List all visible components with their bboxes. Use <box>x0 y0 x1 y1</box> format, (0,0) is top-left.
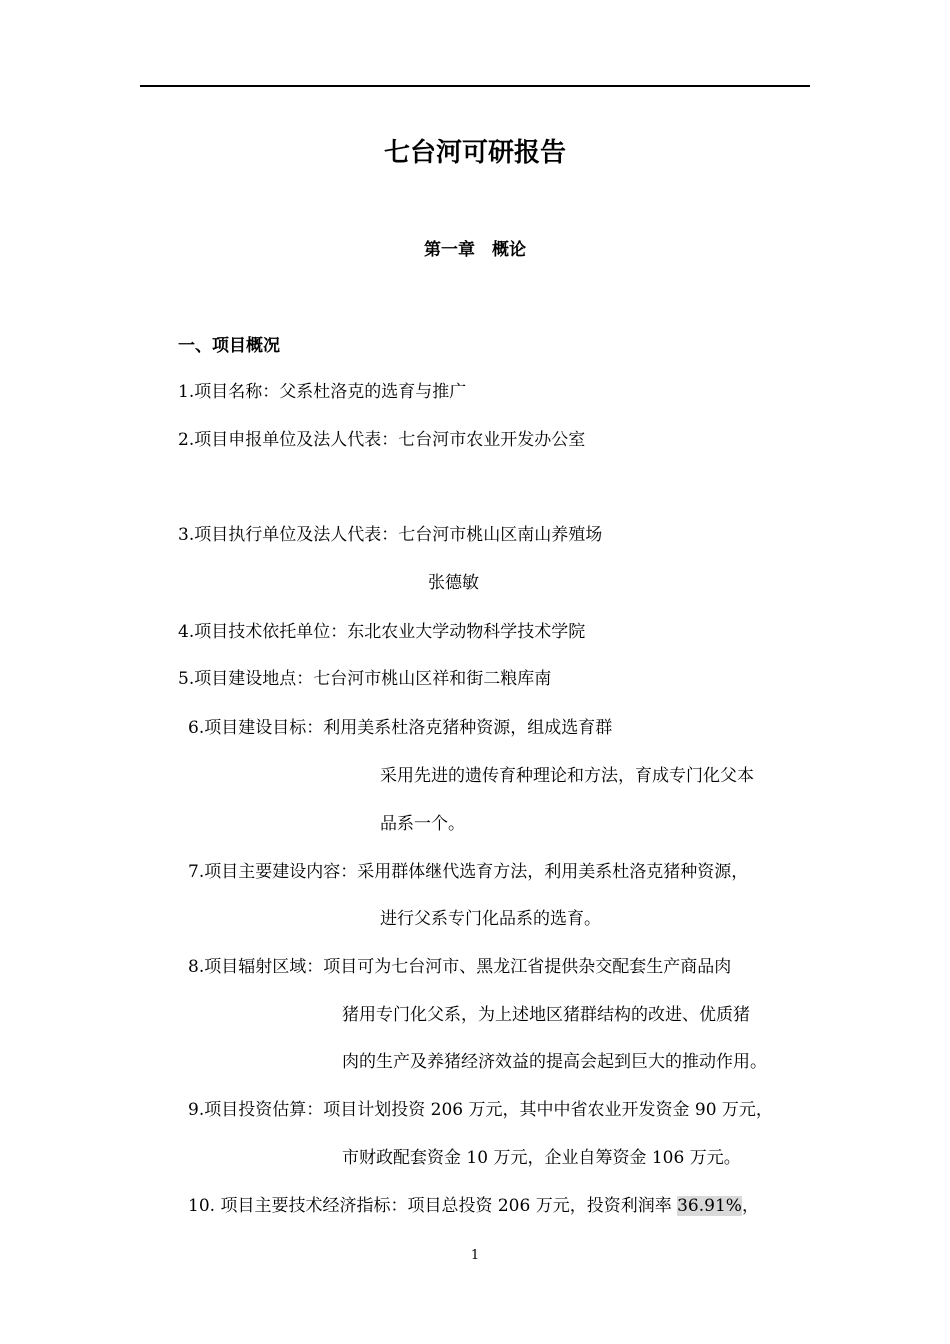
item-region-line2: 猪用专门化父系，为上述地区猪群结构的改进、优质猪 <box>342 1005 750 1025</box>
item-executor: 3.项目执行单位及法人代表：七台河市桃山区南山养殖场 <box>178 525 603 545</box>
item-investment: 9.项目投资估算：项目计划投资 206 万元，其中中省农业开发资金 90 万元， <box>188 1100 773 1120</box>
item-executor-representative: 张德敏 <box>428 573 479 593</box>
item-project-name: 1.项目名称：父系杜洛克的选育与推广 <box>178 382 467 402</box>
document-title: 七台河可研报告 <box>383 138 566 168</box>
item-goal-line2: 采用先进的遗传育种理论和方法，育成专门化父本 <box>380 766 754 786</box>
page-number: 1 <box>470 1248 480 1263</box>
item-region: 8.项目辐射区域：项目可为七台河市、黑龙江省提供杂交配套生产商品肉 <box>188 957 732 977</box>
item-investment-line2: 市财政配套资金 10 万元，企业自筹资金 106 万元。 <box>342 1148 741 1168</box>
item-indicators-text: 10. 项目主要技术经济指标：项目总投资 206 万元，投资利润率 <box>188 1196 678 1216</box>
item-indicators-tail: ， <box>741 1196 759 1216</box>
item-content: 7.项目主要建设内容：采用群体继代选育方法，利用美系杜洛克猪种资源， <box>188 862 749 882</box>
item-goal-line3: 品系一个。 <box>380 814 465 834</box>
item-region-line3: 肉的生产及养猪经济效益的提高会起到巨大的推动作用。 <box>342 1052 767 1072</box>
item-applicant: 2.项目申报单位及法人代表：七台河市农业开发办公室 <box>178 430 586 450</box>
item-goal: 6.项目建设目标：利用美系杜洛克猪种资源，组成选育群 <box>188 718 613 738</box>
section-heading: 一、项目概况 <box>178 336 280 356</box>
item-technical-support: 4.项目技术依托单位：东北农业大学动物科学技术学院 <box>178 622 586 642</box>
chapter-heading: 第一章 概论 <box>424 240 526 260</box>
item-indicators <box>188 1192 759 1220</box>
profit-rate-highlight: 36.91% <box>677 1196 742 1216</box>
header-rule <box>140 85 810 87</box>
item-location: 5.项目建设地点：七台河市桃山区祥和街二粮库南 <box>178 669 552 689</box>
item-content-line2: 进行父系专门化品系的选育。 <box>380 909 601 929</box>
